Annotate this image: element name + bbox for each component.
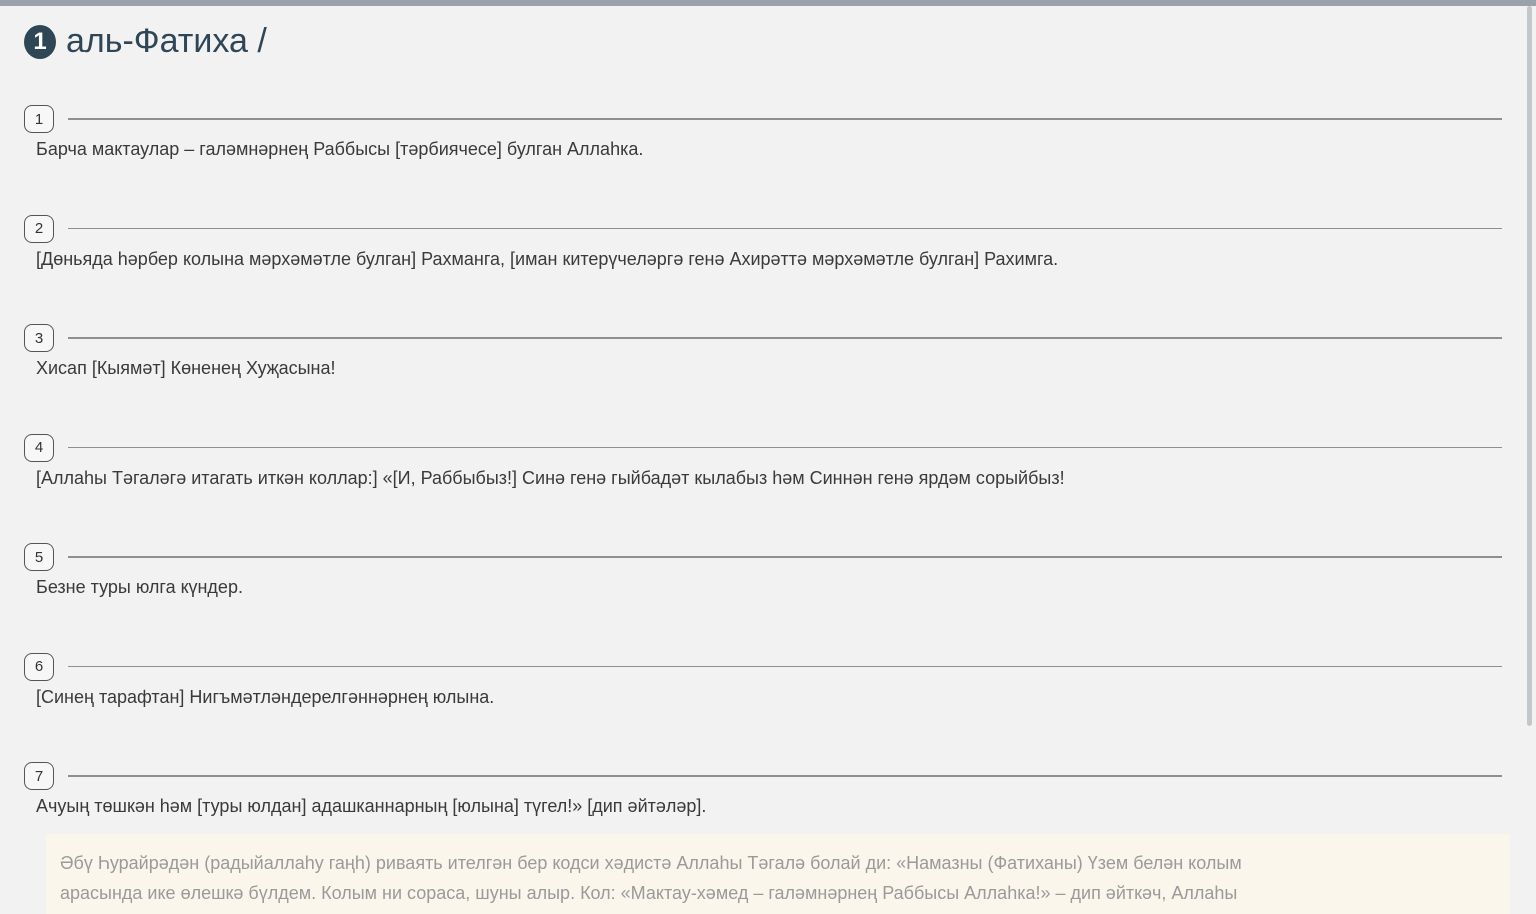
- commentary-text: арасында ике өлешкә бүлдем. Колым ни сораса, шуны алыр. Кол: «Мактау-хәмед – галәмнәрнең Раббысы Аллаһка!» – дип әйткәч, Аллаһы: [60, 883, 1238, 903]
- verse-text: [Дөньяда һәрбер колына мәрхәмәтле булган] Рахманга, [иман китерүчеләргә генә Ахирәттә мәрхәмәтле булган] Рахимга.: [36, 248, 1059, 269]
- commentary-box: [46, 834, 1510, 914]
- verse-divider: [68, 447, 1502, 449]
- verse-divider: [68, 228, 1502, 230]
- verse-number-badge[interactable]: 5: [24, 543, 54, 571]
- verse-list: [24, 104, 1502, 871]
- verse-text: [Аллаһы Тәгаләгә итагать иткән коллар:] «[И, Раббыбыз!] Синә генә гыйбадәт кылабыз һәм Синнән генә ярдәм сорыйбыз!: [36, 467, 1065, 488]
- verse-text: Безне туры юлга күндер.: [36, 577, 243, 597]
- verse-item: [24, 104, 1502, 214]
- verse-divider: [68, 666, 1502, 668]
- verse-divider: [68, 337, 1502, 339]
- verse-item: [24, 214, 1502, 324]
- verse-number-badge[interactable]: 3: [24, 324, 54, 352]
- verse-divider: [68, 775, 1502, 777]
- surah-header: [24, 22, 267, 61]
- surah-title: аль-Фатиха /: [66, 22, 267, 60]
- commentary-text: Әбү Һурайрәдән (радыйаллаһу гаңһ) риваять ителгән бер кодси хәдистә Аллаһы Тәгалә болай ди: «Намазны (Фатиханы) Үзем белән колым: [60, 853, 1242, 873]
- verse-divider: [68, 556, 1502, 558]
- verse-number-badge[interactable]: 4: [24, 434, 54, 462]
- verse-number-badge[interactable]: 7: [24, 762, 54, 790]
- verse-number-badge[interactable]: 6: [24, 653, 54, 681]
- verse-item: [24, 433, 1502, 543]
- surah-number-badge: 1: [24, 25, 56, 59]
- top-border: [0, 0, 1536, 6]
- verse-number-badge[interactable]: 2: [24, 215, 54, 243]
- verse-item: [24, 542, 1502, 652]
- verse-text: [Синең тарафтан] Нигъмәтләндерелгәннәрнең юлына.: [36, 686, 495, 707]
- verse-number-badge[interactable]: 1: [24, 105, 54, 133]
- verse-text: Барча мактаулар – галәмнәрнең Раббысы [тәрбиячесе] булган Аллаһка.: [36, 139, 644, 159]
- verse-item: [24, 323, 1502, 433]
- verse-item: [24, 652, 1502, 762]
- verse-text: Ачуың төшкән һәм [туры юлдан] адашканнарның [юлына] түгел!» [дип әйтәләр].: [36, 796, 707, 816]
- verse-text: Хисап [Кыямәт] Көненең Хуҗасына!: [36, 358, 336, 378]
- scrollbar[interactable]: [1527, 6, 1532, 726]
- verse-divider: [68, 118, 1502, 120]
